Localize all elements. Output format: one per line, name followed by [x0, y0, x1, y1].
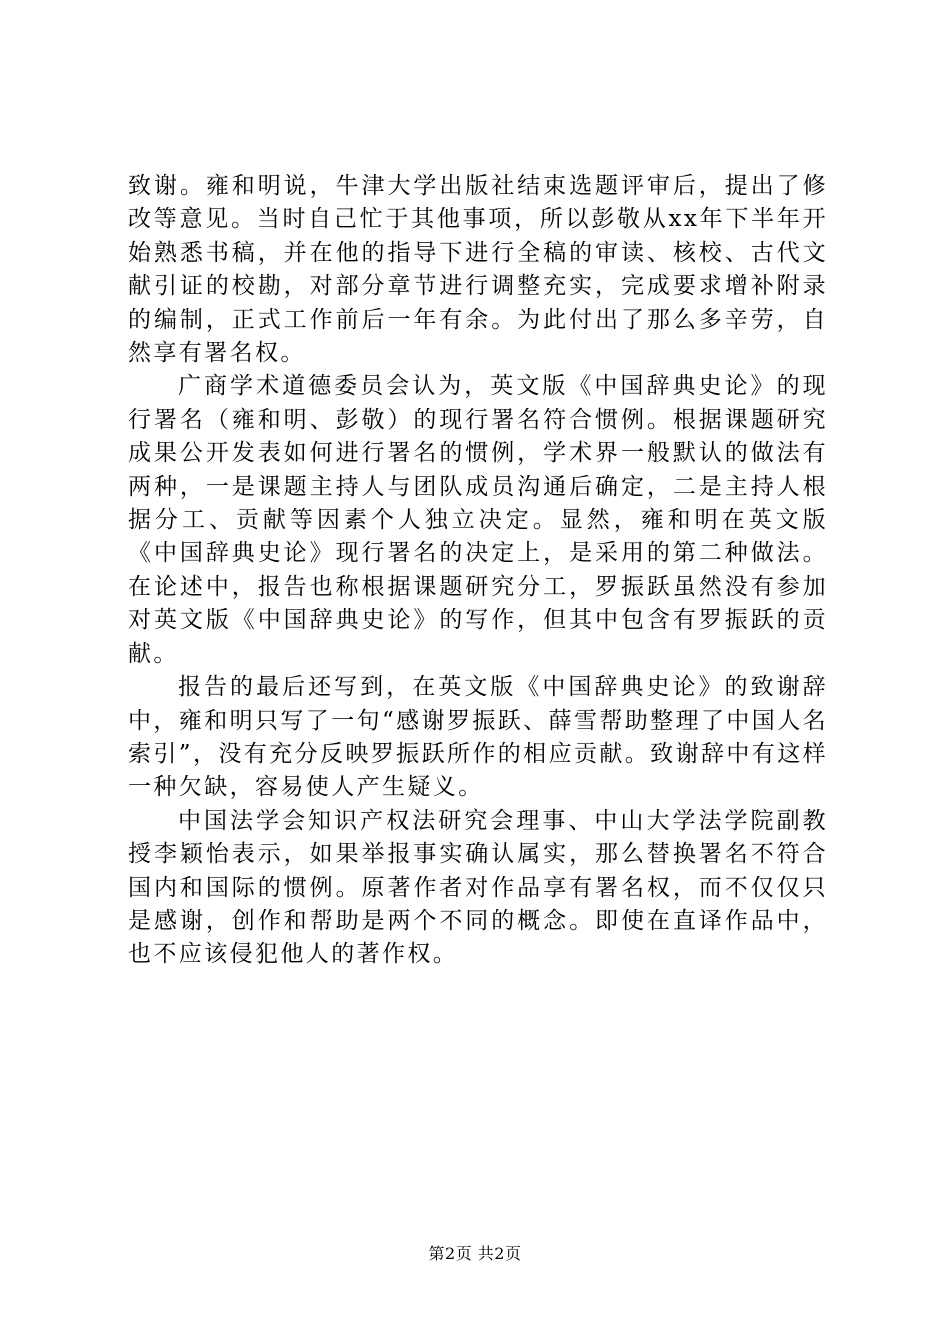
document-body: [128, 170, 828, 972]
paragraph-1: 致谢。雍和明说，牛津大学出版社结束选题评审后，提出了修改等意见。当时自己忙于其他事项，所以彭敬从xx年下半年开始熟悉书稿，并在他的指导下进行全稿的审读、核校、古代文献引证的校勘，对部分章节进行调整充实，完成要求增补附录的编制，正式工作前后一年有余。为此付出了那么多辛劳，自然享有署名权。: [128, 173, 828, 367]
paragraph-2: 广商学术道德委员会认为，英文版《中国辞典史论》的现行署名（雍和明、彭敬）的现行署名符合惯例。根据课题研究成果公开发表如何进行署名的惯例，学术界一般默认的做法有两种，一是课题主持人与团队成员沟通后确定，二是主持人根据分工、贡献等因素个人独立决定。显然，雍和明在英文版《中国辞典史论》现行署名的决定上，是采用的第二种做法。在论述中，报告也称根据课题研究分工，罗振跃虽然没有参加对英文版《中国辞典史论》的写作，但其中包含有罗振跃的贡献。: [128, 373, 828, 667]
page-number-footer: 第2页 共2页: [428, 1244, 522, 1263]
paragraph-4: 中国法学会知识产权法研究会理事、中山大学法学院副教授李颖怡表示，如果举报事实确认属实，那么替换署名不符合国内和国际的惯例。原著作者对作品享有署名权，而不仅仅只是感谢，创作和帮助是两个不同的概念。即使在直译作品中，也不应该侵犯他人的著作权。: [128, 807, 828, 968]
paragraph-3: 报告的最后还写到，在英文版《中国辞典史论》的致谢辞中，雍和明只写了一句“感谢罗振跃、薛雪帮助整理了中国人名索引”，没有充分反映罗振跃所作的相应贡献。致谢辞中有这样一种欠缺，容易使人产生疑义。: [128, 674, 828, 801]
